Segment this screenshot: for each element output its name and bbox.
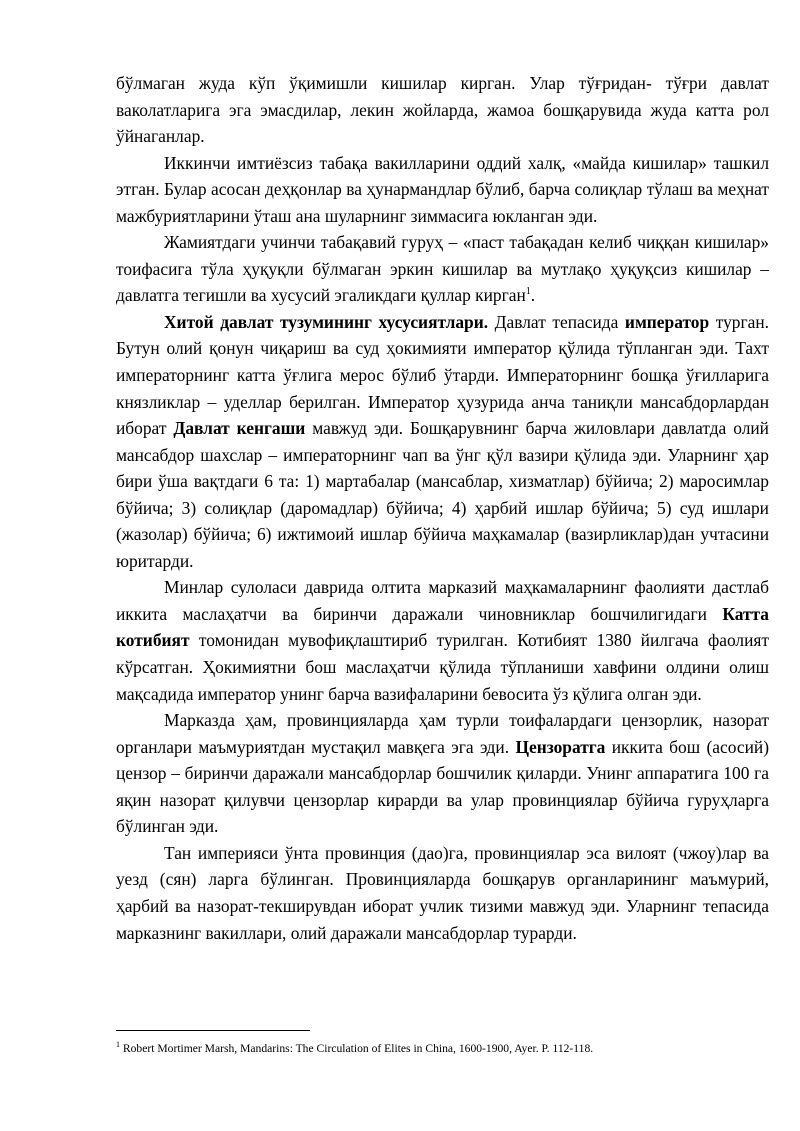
- section-heading: Хитой давлат тузумининг хусусиятлари.: [164, 311, 489, 332]
- paragraph-4-text-c: турган. Бутун олий қонун чиқариш ва суд ҳокимияти император қўлида тўпланган эди. Тахт императорнинг катта ўғлига мерос бўлиб ўтарди. Императорнинг бошқа ўғилларига князликлар – уделлар берилган. Император ҳузурида анча таниқли мансабдорлардан иборат: [116, 311, 769, 439]
- paragraph-4: [116, 309, 769, 574]
- paragraph-4-text-d: мавжуд эди. Бошқарувнинг барча жиловлари давлатда олий мансабдор шахслар – императорнинг чап ва ўнг қўл вазири қўлида эди. Уларнинг ҳар бири ўша вақтдаги 6 та: 1) мартабалар (мансаблар, хизматлар) бўйича; 2) маросимлар бўйича; 3) солиқлар (даромадлар) бўйича; 4) ҳарбий ишлар бўйича; 5) суд ишлари (жазолар) бўйича; 6) ижтимоий ишлар бўйича маҳкамалар (вазирликлар)дан учтасини юритарди.: [116, 418, 769, 571]
- paragraph-5-text-a: Минлар сулоласи даврида олтита марказий маҳкамаларнинг фаолияти дастлаб иккита маслаҳатчи ва биринчи даражали чиновниклар бошчилигидаги: [116, 577, 769, 624]
- paragraph-3-end: .: [530, 285, 536, 306]
- paragraph-5-text-c: томонидан мувофиқлаштириб турилган. Котибият 1380 йилгача фаолият кўрсатган. Ҳокимиятни бош маслаҳатчи қўлида тўпланиши хавфини олдини олиш мақсадида император унинг барча вазифаларини бевосита ўз қўлига олган эди.: [116, 630, 769, 704]
- footnote: [116, 1042, 776, 1056]
- paragraph-6-text-a: Марказда ҳам, провинцияларда ҳам турли тоифалардаги цензорлик, назорат органлари маъмуриятдан мустақил мавқега эга эди.: [116, 710, 769, 757]
- footnote-text: Robert Mortimer Marsh, Mandarins: The Circulation of Elites in China, 1600-1900, Ayer. P. 112-118.: [120, 1042, 594, 1055]
- paragraph-1: бўлмаган жуда кўп ўқимишли кишилар кирган. Улар тўғридан- тўғри давлат ваколатларига эга эмасдилар, лекин жойларда, жамоа бошқарувида жуда катта рол ўйнаганлар.: [116, 73, 769, 147]
- paragraph-3: [116, 229, 769, 309]
- term-state-council: Давлат кенгаши: [173, 418, 306, 439]
- paragraph-2: Иккинчи имтиёзсиз табақа вакилларини оддий халқ, «майда кишилар» ташкил этган. Булар асосан деҳқонлар ва ҳунармандлар бўлиб, барча солиқлар тўлаш ва меҳнат мажбуриятларини ўташ ана шуларнинг зиммасига юкланган эди.: [116, 152, 769, 226]
- paragraph-6: [116, 707, 769, 840]
- footnote-divider: [116, 1030, 310, 1031]
- paragraph-5: [116, 574, 769, 707]
- footnote-number: 1: [116, 1040, 120, 1050]
- term-censorate: Цензоратга: [515, 736, 606, 757]
- paragraph-3-text: Жамиятдаги учинчи табақавий гуруҳ – «паст табақадан келиб чиққан кишилар» тоифасига тўла ҳуқуқли бўлмаган эркин кишилар ва мутлақо ҳуқуқсиз кишилар – давлатга тегишли ва хусусий эгаликдаги қуллар кирган: [116, 232, 769, 306]
- footnote-reference[interactable]: 1: [525, 286, 531, 298]
- paragraph-4-text-a: Давлат тепасида: [488, 311, 625, 332]
- paragraph-6-text-c: иккита бош (асосий) цензор – биринчи даражали мансабдорлар бошчилик қиларди. Унинг аппаратига 100 га яқин назорат қилувчи цензорлар кирарди ва улар провинциялар бўйича гуруҳларга бўлинган эди.: [116, 736, 769, 837]
- document-body: [116, 70, 769, 946]
- paragraph-7: Тан империяси ўнта провинция (дао)га, провинциялар эса вилоят (чжоу)лар ва уезд (сян) ларга бўлинган. Провинцияларда бошқарув органларининг маъмурий, ҳарбий ва назорат-текширувдан иборат учлик тизими мавжуд эди. Уларнинг тепасида марказнинг вакиллари, олий даражали мансабдорлар турарди.: [116, 842, 769, 943]
- term-grand-secretariat: Катта котибият: [116, 603, 769, 651]
- term-emperor: император: [624, 311, 710, 332]
